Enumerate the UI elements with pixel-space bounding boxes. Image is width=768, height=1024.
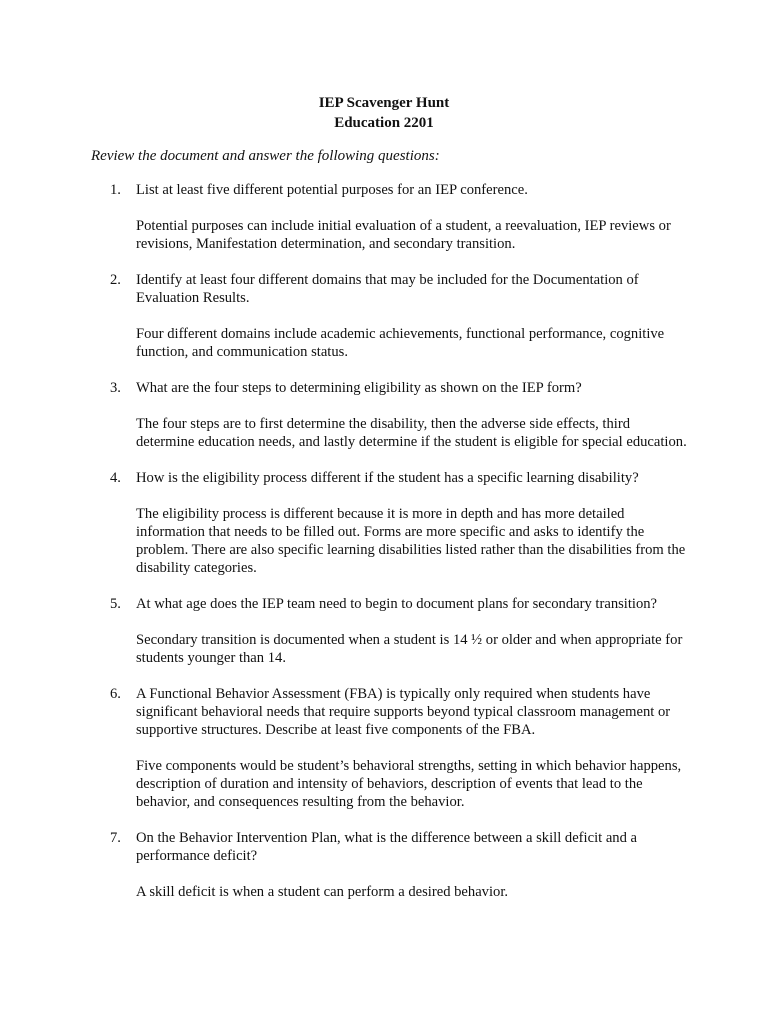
question-text: Identify at least four different domains that may be included for the Documentation of Evaluation Results.	[136, 272, 639, 306]
question-text: A Functional Behavior Assessment (FBA) is typically only required when students have significant behavioral needs that require supports beyond typical classroom management or supportive structures. Describe at least five components of the FBA.	[136, 686, 671, 738]
question-text: How is the eligibility process different if the student has a specific learning disability?	[136, 470, 639, 486]
item-number: 2.	[110, 272, 121, 288]
list-item	[110, 595, 690, 667]
item-number: 5.	[110, 596, 121, 612]
answer-text: Four different domains include academic achievements, functional performance, cognitive function, and communication status.	[136, 326, 665, 360]
list-item	[110, 469, 690, 577]
question-text: What are the four steps to determining eligibility as shown on the IEP form?	[136, 380, 582, 396]
course-name: Education 2201	[334, 115, 434, 131]
list-item	[110, 271, 690, 361]
question-text: On the Behavior Intervention Plan, what is the difference between a skill deficit and a performance deficit?	[136, 830, 638, 864]
document-header	[0, 93, 768, 133]
item-number: 4.	[110, 470, 121, 486]
question-list	[110, 181, 690, 901]
answer-text: The eligibility process is different because it is more in depth and has more detailed information that needs to be filled out. Forms are more specific and asks to identify the problem. There are also specific learning disabilities listed rather than the disabilities from the disability categories.	[136, 506, 686, 576]
list-item	[110, 379, 690, 451]
answer-text: A skill deficit is when a student can perform a desired behavior.	[136, 884, 509, 900]
answer-text: Potential purposes can include initial evaluation of a student, a reevaluation, IEP reviews or revisions, Manifestation determination, and secondary transition.	[136, 218, 671, 252]
item-number: 6.	[110, 686, 121, 702]
answer-text: Five components would be student’s behavioral strengths, setting in which behavior happens, description of duration and intensity of behaviors, description of events that lead to the behavior, and consequences resulting from the behavior.	[136, 758, 682, 810]
answer-text: Secondary transition is documented when a student is 14 ½ or older and when appropriate for students younger than 14.	[136, 632, 683, 666]
question-text: At what age does the IEP team need to begin to document plans for secondary transition?	[136, 596, 658, 612]
item-number: 7.	[110, 830, 121, 846]
answer-text: The four steps are to first determine the disability, then the adverse side effects, third determine education needs, and lastly determine if the student is eligible for special education.	[136, 416, 687, 450]
document-title: IEP Scavenger Hunt	[318, 95, 450, 111]
list-item	[110, 181, 690, 253]
instructions-text: Review the document and answer the following questions:	[91, 148, 440, 164]
item-number: 1.	[110, 182, 121, 198]
list-item	[110, 829, 690, 901]
question-text: List at least five different potential purposes for an IEP conference.	[136, 182, 528, 198]
list-item	[110, 685, 690, 811]
item-number: 3.	[110, 380, 121, 396]
